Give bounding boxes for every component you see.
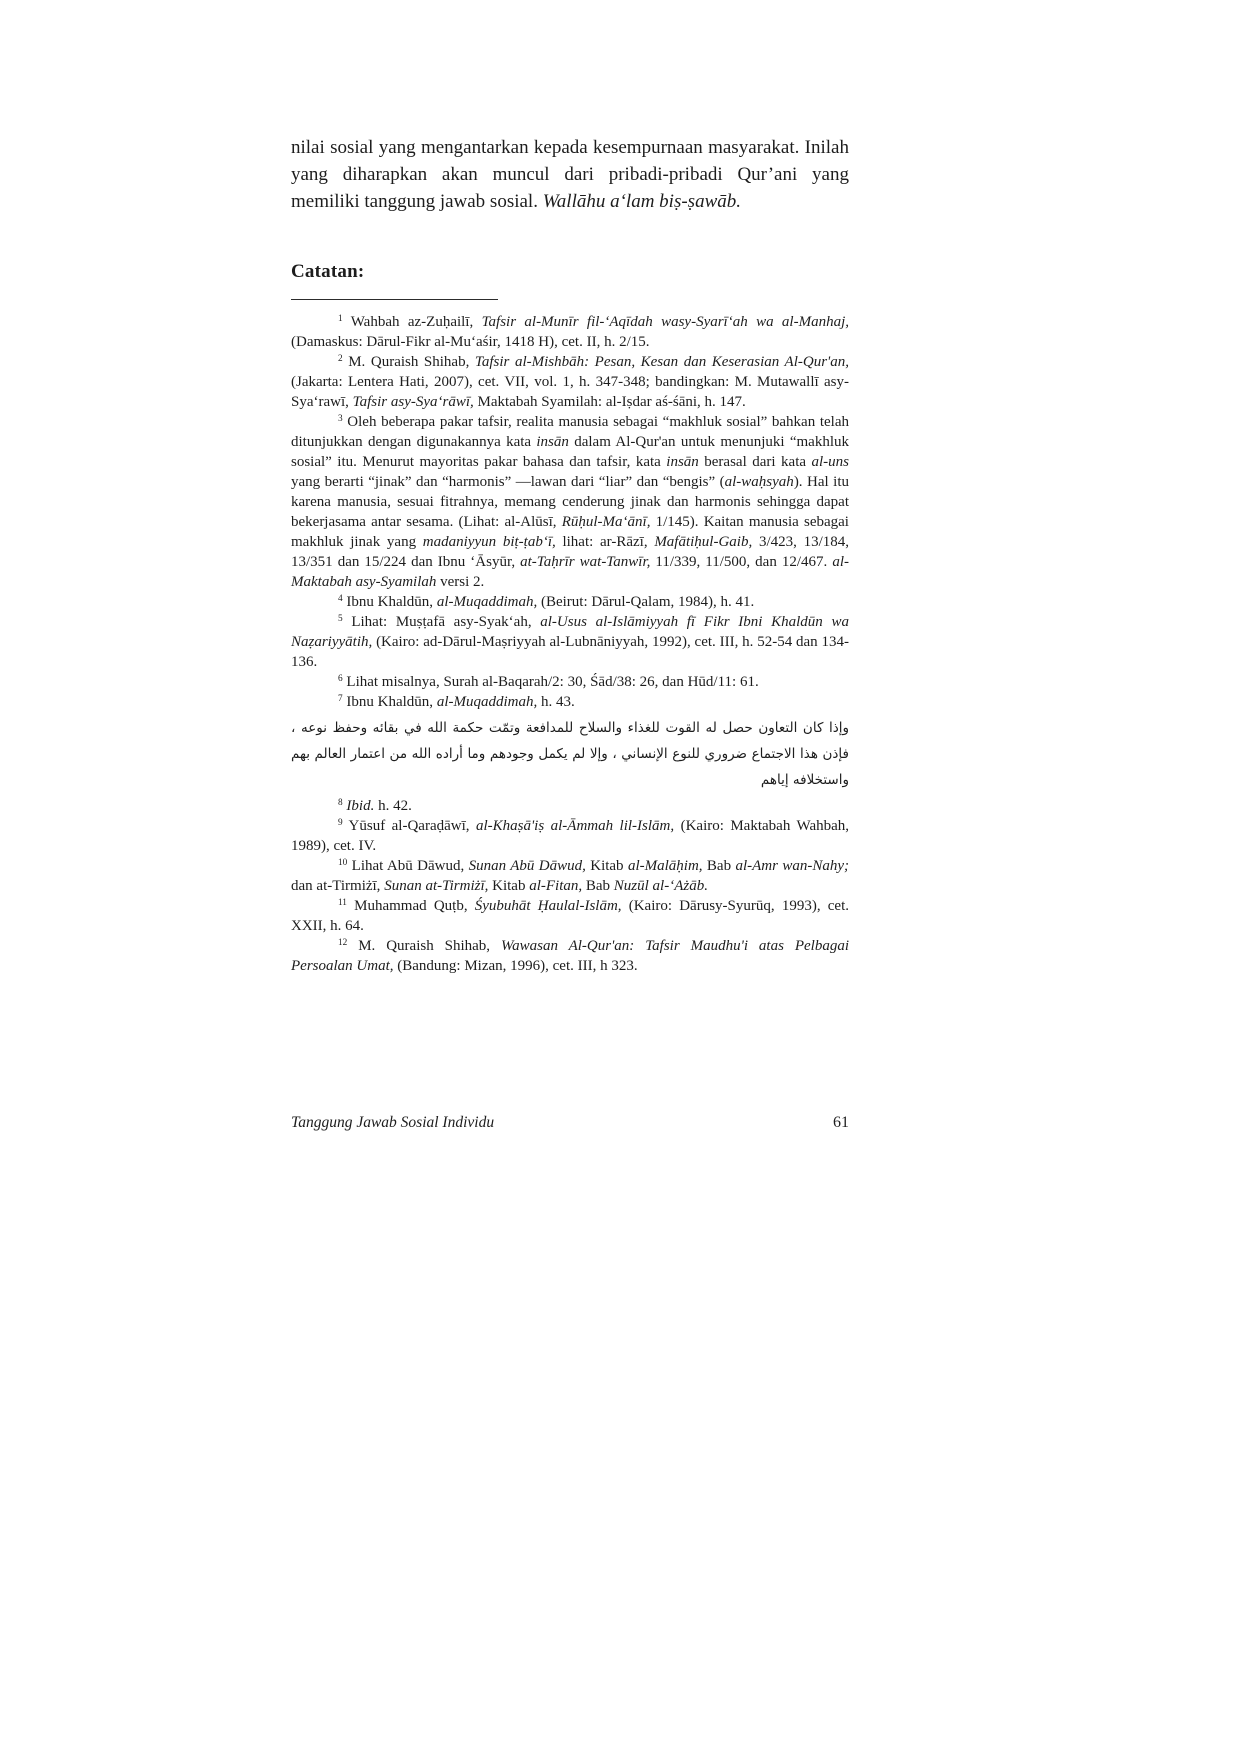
italic-run: insān [536,434,569,450]
italic-run: Tafsir al-Munīr fil-‘Aqīdah wasy-Syarī‘ah wa al-Manhaj, [481,314,849,330]
text-run: dalam Al-Qur'an untuk menunjuki “makhluk sosial” itu. Menurut mayoritas pakar bahasa dan tafsir, kata [291,434,849,470]
text-run: Kitab [585,858,628,874]
footnote-9 [291,816,849,856]
text-run: Lihat misalnya, Surah al-Baqarah/2: 30, Śād/38: 26, dan Hūd/11: 61. [342,674,759,690]
italic-run: Sunan Abū Dāwud, [468,858,586,874]
footnote-marker: 5 [338,614,343,625]
italic-run: Wawasan Al-Qur'an: Tafsir Maudhu'i atas Pelbagai Persoalan Umat, [291,938,849,974]
text-run: Wahbah az-Zuḥailī, [342,314,482,330]
text-run: Bab [702,858,736,874]
footnote-5 [291,612,849,672]
footnote-marker: 1 [338,314,343,325]
italic-run: al-Maktabah asy-Syamilah [291,554,849,590]
footnote-4 [291,592,849,612]
notes-heading: Catatan: [291,261,365,282]
text-run: (Jakarta: Lentera Hati, 2007), cet. VII, vol. 1, h. 347-348; bandingkan: M. Mutawallī asy-Sya‘rawī, [291,374,849,410]
footnote-marker: 6 [338,674,343,685]
footnote-marker: 2 [338,354,343,365]
text-run: lihat: ar-Rāzī, [555,534,655,550]
page-footer [291,1114,849,1132]
italic-run: Ibid. [346,798,375,814]
text-run: ). Hal itu karena manusia, sesuai fitrahnya, memang cenderung jinak dan harmonis sehingga dapat bekerjasama antar sesama. (Lihat: al-Alūsī, [291,474,849,530]
text-run: (Bandung: Mizan, 1996), cet. III, h 323. [393,958,638,974]
text-run: 1/145). Kaitan manusia sebagai makhluk jinak yang [291,514,849,550]
text-run: versi 2. [436,574,485,590]
text-run: (Damaskus: Dārul-Fikr al-Mu‘aśir, 1418 H), cet. II, h. 2/15. [291,334,650,350]
text-run: nilai sosial yang mengantarkan kepada kesempurnaan masyarakat. Inilah yang diharapkan akan muncul dari pribadi-pribadi Qur’ani yang memiliki tanggung jawab sosial. [291,137,849,212]
footnote-3 [291,412,849,592]
italic-run: al-Malāḥim, [627,858,703,874]
text-run: h. 42. [374,798,412,814]
italic-run: al-Muqaddimah, [436,694,538,710]
text-run: dan at-Tirmiżī, [291,878,385,894]
italic-run: at-Taḥrīr wat-Tanwīr, [520,554,651,570]
text-run: Kitab [488,878,530,894]
text-run: Ibnu Khaldūn, [342,594,437,610]
footnote-12 [291,936,849,976]
footnote-marker: 12 [338,938,348,949]
italic-run: al-waḥsyah [724,474,794,490]
italic-run: Tafsir asy-Sya‘rāwī, [352,394,474,410]
italic-run: al-Usus al-Islāmiyyah fī Fikr Ibni Khaldūn wa Naẓariyyātih, [291,614,849,650]
text-run: (Kairo: Maktabah Wahbah, 1989), cet. IV. [291,818,850,854]
footnotes-list [291,312,849,976]
page-number: 61 [833,1114,849,1131]
italic-run: Sunan at-Tirmiżī, [384,878,489,894]
text-run: yang berarti “jinak” dan “harmonis” —lawan dari “liar” dan “bengis” ( [291,474,725,490]
footnote-marker: 11 [338,898,347,909]
footnote-1 [291,312,849,352]
footnote-2 [291,352,849,412]
italic-run: al-Khaṣā'iṣ al-Āmmah lil-Islām, [475,818,675,834]
text-run: 11/339, 11/500, dan 12/467. [650,554,833,570]
italic-run: al-Fitan, [529,878,583,894]
footnote-marker: 4 [338,594,343,605]
text-run: (Kairo: Dārusy-Syurūq, 1993), cet. XXII, h. 64. [291,898,849,934]
footnote-10 [291,856,849,896]
text-run: (Kairo: ad-Dārul-Maṣriyyah al-Lubnāniyyah, 1992), cet. III, h. 52-54 dan 134-136. [291,634,849,670]
italic-run: Śyubuhāt Ḥaulal-Islām, [474,898,622,914]
footnote-separator-rule [291,299,498,300]
italic-run: Wallāhu a‘lam biṣ-ṣawāb. [542,191,742,212]
footnote-arabic-quote: وإذا كان التعاون حصل له القوت للغذاء والسلاح للمدافعة وتمّت حكمة الله في بقائه وحفظ نوعه ، فإذن هذا الاجتماع ضروري للنوع الإنساني ، وإلا لم يكمل وجودهم وما أراده الله من اعتمار العالم بهم واستخلافه إياهم [291,720,849,788]
text-run: 3/423, 13/184, 13/351 dan 15/224 dan Ibnu ‘Āsyūr, [291,534,849,570]
italic-run: madaniyyun biṭ-ṭab‘ī, [422,534,556,550]
text-run: h. 43. [537,694,575,710]
text-run: Lihat: Muṣṭafā asy-Syak‘ah, [342,614,541,630]
footnote-marker: 10 [338,858,348,869]
italic-run: Rūḥul-Ma‘ānī, [561,514,651,530]
footnote-marker: 9 [338,818,343,829]
footnote-marker: 3 [338,414,343,425]
italic-run: Mafātiḥul-Gaib, [654,534,753,550]
italic-run: Nuzūl al-‘Ażāb. [613,878,708,894]
italic-run: al-Muqaddimah, [436,594,538,610]
italic-run: Tafsir al-Mishbāh: Pesan, Kesan dan Keserasian Al-Qur'an, [474,354,849,370]
footnote-marker: 8 [338,798,343,809]
content-column [291,134,849,976]
text-run: M. Quraish Shihab, [347,938,501,954]
text-run: berasal dari kata [698,454,812,470]
italic-run: al-Amr wan-Nahy; [735,858,850,874]
italic-run: insān [666,454,699,470]
text-run: Lihat Abū Dāwud, [347,858,469,874]
italic-run: al-uns [811,454,849,470]
text-run: Maktabah Syamilah: al-Iṣdar aś-śāni, h. 147. [473,394,746,410]
text-run: Muhammad Quṭb, [346,898,475,914]
text-run: Ibnu Khaldūn, [342,694,437,710]
lead-paragraph [291,134,849,215]
text-run: Oleh beberapa pakar tafsir, realita manusia sebagai “makhluk sosial” bahkan telah ditunjukkan dengan digunakannya kata [291,414,849,450]
footnote-11 [291,896,849,936]
running-footer-title: Tanggung Jawab Sosial Individu [291,1114,495,1131]
text-run: (Beirut: Dārul-Qalam, 1984), h. 41. [537,594,755,610]
footnote-6 [291,672,849,692]
text-run: Bab [582,878,614,894]
footnote-8 [291,796,849,816]
text-run: Yūsuf al-Qaraḍāwī, [342,818,476,834]
text-run: M. Quraish Shihab, [342,354,475,370]
footnote-7 [291,692,849,712]
footnote-marker: 7 [338,694,343,705]
